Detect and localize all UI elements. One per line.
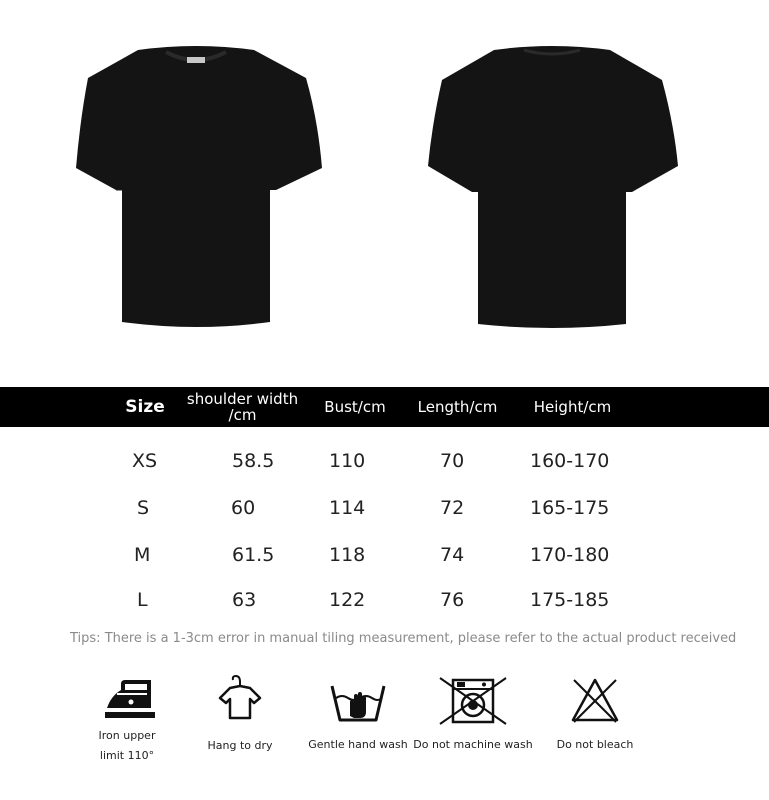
care-item-no-machine-wash — [412, 676, 534, 755]
cell-size: XS — [132, 450, 158, 472]
header-size: Size — [125, 397, 165, 417]
table-row — [0, 441, 769, 481]
cell-length: 74 — [440, 544, 465, 566]
care-label: Do not machine wash — [413, 738, 533, 751]
header-shoulder-line2: /cm — [228, 406, 257, 424]
size-table-header — [0, 387, 769, 427]
cell-shoulder: 60 — [231, 497, 256, 519]
header-height: Height/cm — [533, 398, 612, 416]
cell-length: 72 — [440, 497, 465, 519]
no-machine-wash-icon — [438, 676, 508, 726]
cell-shoulder: 63 — [232, 589, 257, 611]
cell-size: S — [137, 497, 150, 519]
t-shirt-back-image — [422, 40, 682, 332]
cell-height: 170-180 — [530, 544, 610, 566]
cell-bust: 110 — [329, 450, 366, 472]
care-item-hand-wash — [305, 676, 411, 755]
cell-size: M — [134, 544, 151, 566]
cell-length: 76 — [440, 589, 465, 611]
header-shoulder-line1: shoulder width — [186, 390, 299, 408]
no-bleach-icon — [570, 676, 620, 726]
t-shirt-front-image — [70, 40, 322, 332]
cell-bust: 122 — [329, 589, 366, 611]
header-shoulder-width — [180, 387, 305, 427]
cell-size: L — [137, 589, 148, 611]
cell-height: 175-185 — [530, 589, 610, 611]
care-label: limit 110° — [99, 749, 155, 762]
care-label: Iron upper — [98, 729, 156, 742]
measurement-tips: Tips: There is a 1-3cm error in manual tiling measurement, please refer to the actual product received — [70, 631, 737, 646]
hand-wash-icon — [328, 676, 388, 726]
care-item-iron — [90, 674, 164, 766]
care-item-hang-dry — [200, 672, 280, 756]
header-bust: Bust/cm — [324, 398, 386, 416]
iron-icon — [97, 674, 157, 726]
product-photos — [0, 0, 769, 385]
cell-height: 165-175 — [530, 497, 610, 519]
care-item-no-bleach — [550, 676, 640, 755]
table-row — [0, 580, 769, 620]
header-length: Length/cm — [417, 398, 498, 416]
cell-bust: 114 — [329, 497, 366, 519]
cell-shoulder: 58.5 — [232, 450, 275, 472]
table-row — [0, 488, 769, 528]
cell-shoulder: 61.5 — [232, 544, 275, 566]
care-label: Hang to dry — [207, 739, 273, 752]
care-label: Gentle hand wash — [308, 738, 408, 751]
cell-bust: 118 — [329, 544, 366, 566]
cell-height: 160-170 — [530, 450, 610, 472]
care-label: Do not bleach — [556, 738, 634, 751]
hang-dry-icon — [216, 672, 264, 724]
cell-length: 70 — [440, 450, 465, 472]
table-row — [0, 535, 769, 575]
